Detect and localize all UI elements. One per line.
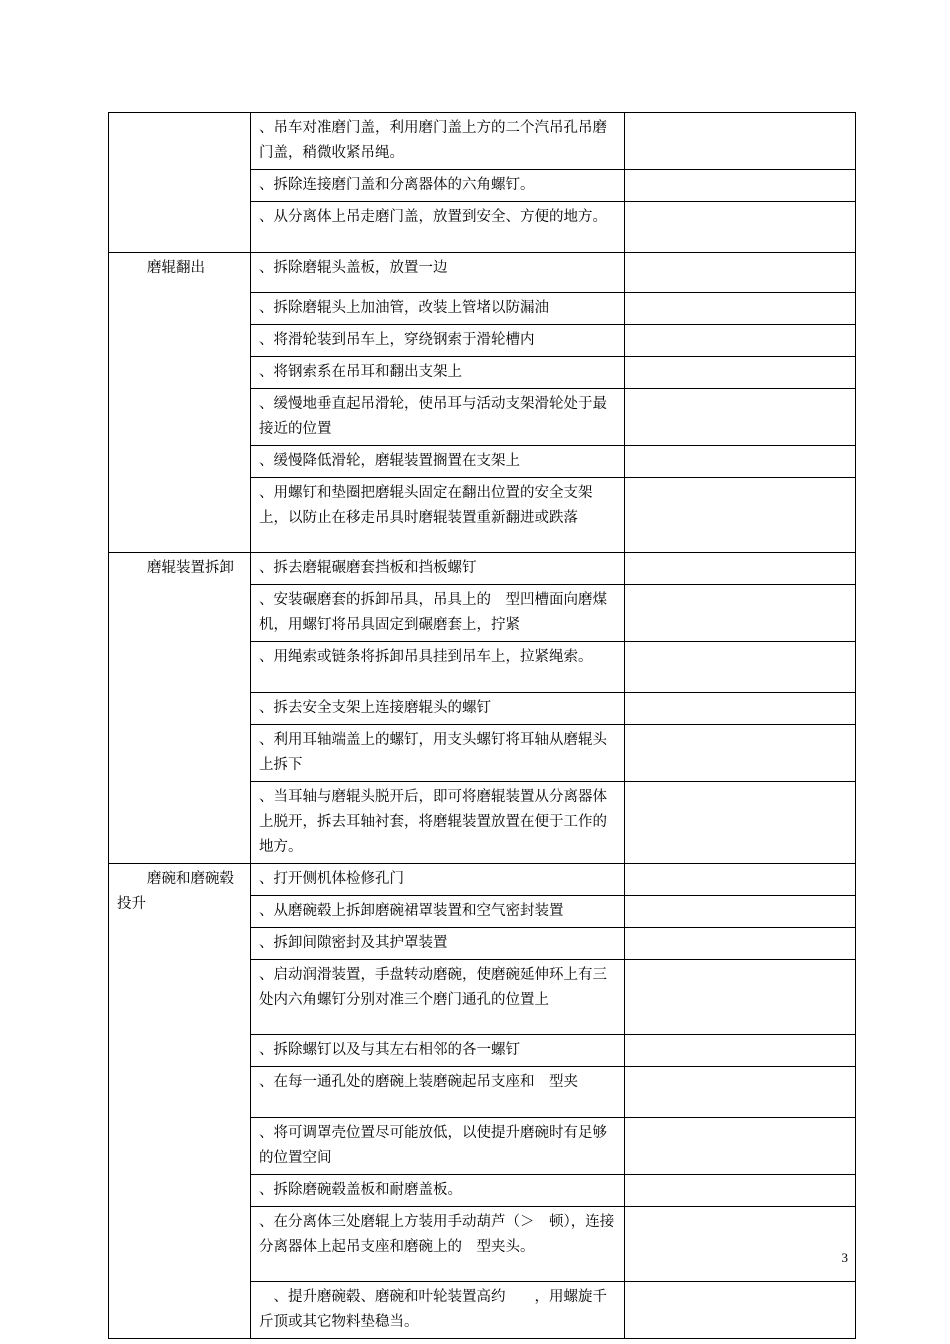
step-cell: 、当耳轴与磨辊头脱开后，即可将磨辊装置从分离器体上脱开，拆去耳轴衬套，将磨辊装置放置在便于工作的地方。 (251, 782, 625, 864)
note-cell (625, 928, 856, 960)
note-cell (625, 202, 856, 253)
step-cell: 、启动润滑装置，手盘转动磨碗，使磨碗延伸环上有三处内六角螺钉分别对准三个磨门通孔的位置上 (251, 960, 625, 1035)
note-cell (625, 553, 856, 585)
note-cell (625, 389, 856, 446)
note-cell (625, 253, 856, 293)
stage-cell: 磨碗和磨碗毂投升 (109, 864, 251, 1339)
step-cell: 、拆去安全支架上连接磨辊头的螺钉 (251, 693, 625, 725)
step-cell: 、将钢索系在吊耳和翻出支架上 (251, 357, 625, 389)
note-cell (625, 864, 856, 896)
step-cell: 、拆除磨碗毂盖板和耐磨盖板。 (251, 1175, 625, 1207)
note-cell (625, 1207, 856, 1282)
note-cell (625, 1067, 856, 1118)
note-cell (625, 693, 856, 725)
note-cell (625, 725, 856, 782)
note-cell (625, 782, 856, 864)
step-cell: 、在分离体三处磨辊上方装用手动葫芦（＞ 顿），连接分离器体上起吊支座和磨碗上的 型夹头。 (251, 1207, 625, 1282)
note-cell (625, 896, 856, 928)
step-cell: 、将滑轮装到吊车上，穿绕钢索于滑轮槽内 (251, 325, 625, 357)
table-row (109, 253, 856, 293)
step-cell: 、从磨碗毂上拆卸磨碗裙罩装置和空气密封装置 (251, 896, 625, 928)
step-cell: 、缓慢地垂直起吊滑轮，使吊耳与活动支架滑轮处于最接近的位置 (251, 389, 625, 446)
step-cell: 、拆除螺钉以及与其左右相邻的各一螺钉 (251, 1035, 625, 1067)
note-cell (625, 357, 856, 389)
step-cell: 、拆去磨辊碾磨套挡板和挡板螺钉 (251, 553, 625, 585)
note-cell (625, 446, 856, 478)
stage-cell: 磨辊装置拆卸 (109, 553, 251, 864)
step-cell: 、将可调罩壳位置尽可能放低，以使提升磨碗时有足够的位置空间 (251, 1118, 625, 1175)
note-cell (625, 1118, 856, 1175)
step-cell: 、利用耳轴端盖上的螺钉，用支头螺钉将耳轴从磨辊头上拆下 (251, 725, 625, 782)
note-cell (625, 1175, 856, 1207)
step-cell: 、用螺钉和垫圈把磨辊头固定在翻出位置的安全支架上，以防止在移走吊具时磨辊装置重新翻进或跌落 (251, 478, 625, 553)
page-number: 3 (841, 1250, 848, 1265)
note-cell (625, 293, 856, 325)
step-cell: 、从分离体上吊走磨门盖，放置到安全、方便的地方。 (251, 202, 625, 253)
note-cell (625, 113, 856, 170)
step-cell: 、拆卸间隙密封及其护罩装置 (251, 928, 625, 960)
table-row (109, 113, 856, 170)
note-cell (625, 478, 856, 553)
note-cell (625, 585, 856, 642)
step-cell: 、打开侧机体检修孔门 (251, 864, 625, 896)
step-cell: 、在每一通孔处的磨碗上装磨碗起吊支座和 型夹 (251, 1067, 625, 1118)
note-cell (625, 170, 856, 202)
procedure-table (108, 112, 856, 1339)
step-cell: 、提升磨碗毂、磨碗和叶轮装置高约 ，用螺旋千斤顶或其它物料垫稳当。 (251, 1282, 625, 1339)
note-cell (625, 325, 856, 357)
step-cell: 、拆除磨辊头盖板，放置一边 (251, 253, 625, 293)
step-cell: 、吊车对准磨门盖，利用磨门盖上方的二个汽吊孔吊磨门盖，稍微收紧吊绳。 (251, 113, 625, 170)
step-cell: 、拆除连接磨门盖和分离器体的六角螺钉。 (251, 170, 625, 202)
table-row (109, 864, 856, 896)
step-cell: 、拆除磨辊头上加油管，改装上管堵以防漏油 (251, 293, 625, 325)
stage-cell: 磨辊翻出 (109, 253, 251, 553)
note-cell (625, 960, 856, 1035)
table-row (109, 553, 856, 585)
note-cell (625, 1282, 856, 1339)
stage-cell (109, 113, 251, 253)
note-cell (625, 642, 856, 693)
step-cell: 、缓慢降低滑轮，磨辊装置搁置在支架上 (251, 446, 625, 478)
note-cell (625, 1035, 856, 1067)
step-cell: 、安装碾磨套的拆卸吊具，吊具上的 型凹槽面向磨煤机，用螺钉将吊具固定到碾磨套上，拧紧 (251, 585, 625, 642)
step-cell: 、用绳索或链条将拆卸吊具挂到吊车上，拉紧绳索。 (251, 642, 625, 693)
